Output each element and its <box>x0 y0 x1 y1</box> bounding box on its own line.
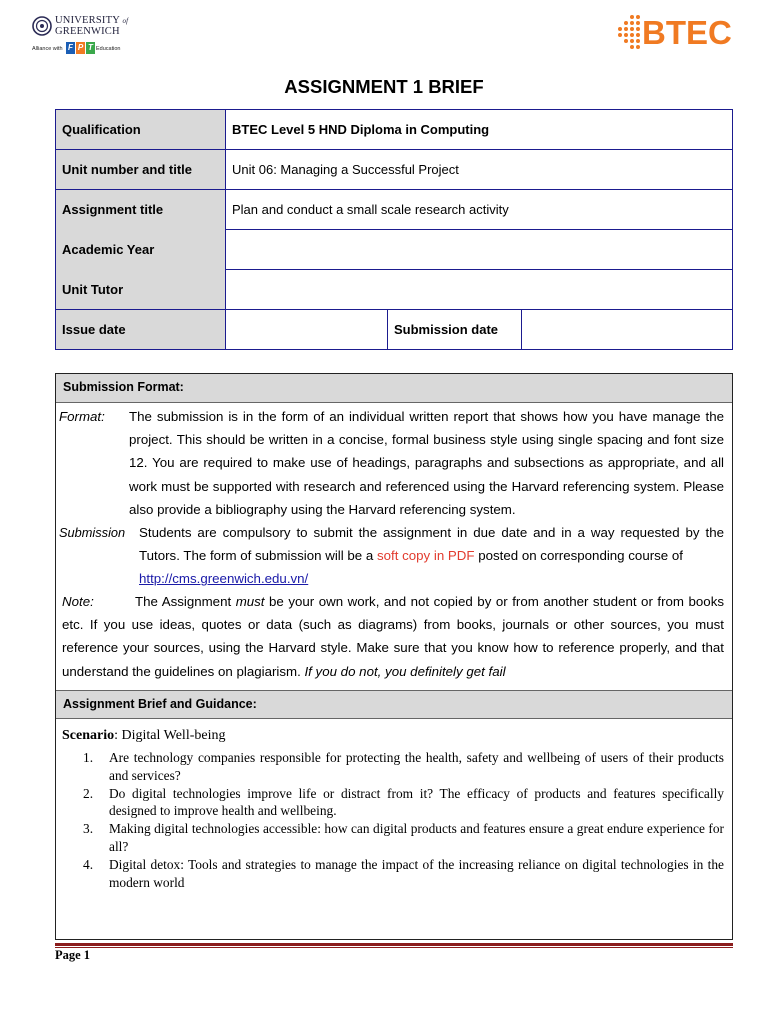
university-name-line1: UNIVERSITY of <box>55 15 129 26</box>
page-number: Page 1 <box>55 948 91 962</box>
format-text-body: The submission is in the form of an individual written report that shows how you have manage the project. This should be written in a concise, formal business style using single spacing and font size 12. You are required to make use of headings, paragraphs and subsections as appropriate, and all work must be supported with research and referenced using the Harvard referencing system. Please also provide a bibliography using the Harvard referencing system. <box>129 409 724 517</box>
list-item <box>83 749 724 785</box>
note-text-must: must <box>235 594 265 609</box>
cms-link[interactable]: http://cms.greenwich.edu.vn/ <box>139 571 309 587</box>
list-item-number: 1. <box>83 750 94 765</box>
submission-text-after: posted on corresponding course of <box>474 548 683 564</box>
issue-date-value <box>226 310 388 350</box>
list-item <box>83 856 724 892</box>
list-item-text: Making digital technologies accessible: how can digital products and features ensure a great endure experience for all? <box>109 821 724 854</box>
alliance-suffix: Education <box>96 46 121 52</box>
list-item-number: 3. <box>83 821 94 837</box>
table-row <box>56 310 733 350</box>
assignment-brief-heading: Assignment Brief and Guidance: <box>56 690 732 719</box>
format-text <box>129 405 724 521</box>
list-item-number: 4. <box>83 856 94 872</box>
scenario-label: Scenario <box>62 728 115 743</box>
submission-label: Submission <box>59 525 126 540</box>
academic-year-value <box>226 230 733 270</box>
submission-highlight: soft copy in PDF <box>376 548 475 564</box>
submission-date-value <box>522 310 733 350</box>
alliance-prefix: Alliance with <box>32 46 63 52</box>
btec-wordmark: BTEC <box>642 14 732 51</box>
btec-dots-icon <box>612 12 642 52</box>
page-title: ASSIGNMENT 1 BRIEF <box>284 76 484 97</box>
submission-date-label: Submission date <box>388 310 522 350</box>
table-row <box>56 190 733 230</box>
list-item <box>83 785 724 821</box>
table-row <box>56 270 733 310</box>
list-item-text: Digital detox: Tools and strategies to manage the impact of the increasing reliance on digital technologies in the modern world <box>109 856 724 890</box>
format-label: Format: <box>59 409 105 424</box>
list-item-text: Do digital technologies improve life or distract from it? The efficacy of products and features specifically designed to improve health and wellbeing. <box>109 785 724 819</box>
brief-question-list <box>83 749 724 891</box>
table-row <box>56 230 733 270</box>
fpt-letter-t: T <box>86 42 95 54</box>
submission-format-heading: Submission Format: <box>56 374 732 403</box>
table-row <box>56 150 733 190</box>
scenario-line <box>62 728 225 744</box>
footer-divider <box>55 943 733 946</box>
academic-year-label: Academic Year <box>56 230 226 270</box>
assignment-info-table <box>55 109 733 350</box>
unit-label: Unit number and title <box>56 150 226 190</box>
list-item-number: 2. <box>83 785 94 801</box>
university-crest-icon <box>32 16 52 36</box>
qualification-value: BTEC Level 5 HND Diploma in Computing <box>226 110 733 150</box>
assignment-title-label: Assignment title <box>56 190 226 230</box>
note-text-b: be your own work, and not copied by or from another student or from books etc. If you use ideas, quotes or data (such as diagrams) from books, journals or other sources, you must reference your sources, using the Harvard style. Make sure that you know how to reference properly, and that understand the guidelines on plagiarism. <box>62 594 724 679</box>
university-name-line2: GREENWICH <box>55 26 120 37</box>
issue-date-label: Issue date <box>56 310 226 350</box>
assignment-title-value: Plan and conduct a small scale research activity <box>226 190 733 230</box>
note-text-a: The Assignment <box>135 594 236 609</box>
footer-divider-thin <box>55 947 733 948</box>
scenario-text: : Digital Well-being <box>114 728 226 743</box>
note-text-italic: If you do not, you definitely get fail <box>304 663 506 679</box>
unit-value: Unit 06: Managing a Successful Project <box>226 150 733 190</box>
submission-text-before: Students are compulsory to submit the assignment in due date and in a way requested by the Tutors. The form of submission will be a <box>139 525 724 564</box>
unit-tutor-value <box>226 270 733 310</box>
university-of-greenwich-logo <box>30 14 140 60</box>
submission-text <box>139 521 724 591</box>
fpt-letter-p: P <box>77 43 84 52</box>
table-row <box>56 110 733 150</box>
qualification-label: Qualification <box>56 110 226 150</box>
fpt-letter-f: F <box>66 42 75 54</box>
unit-tutor-label: Unit Tutor <box>56 270 226 310</box>
fpt-logo <box>66 42 95 54</box>
btec-logo <box>612 12 746 52</box>
note-label: Note: <box>62 594 94 609</box>
list-item-text: Are technology companies responsible for protecting the health, safety and wellbeing of users of their products and services? <box>109 750 724 783</box>
list-item <box>83 820 724 856</box>
note-text <box>62 590 724 683</box>
